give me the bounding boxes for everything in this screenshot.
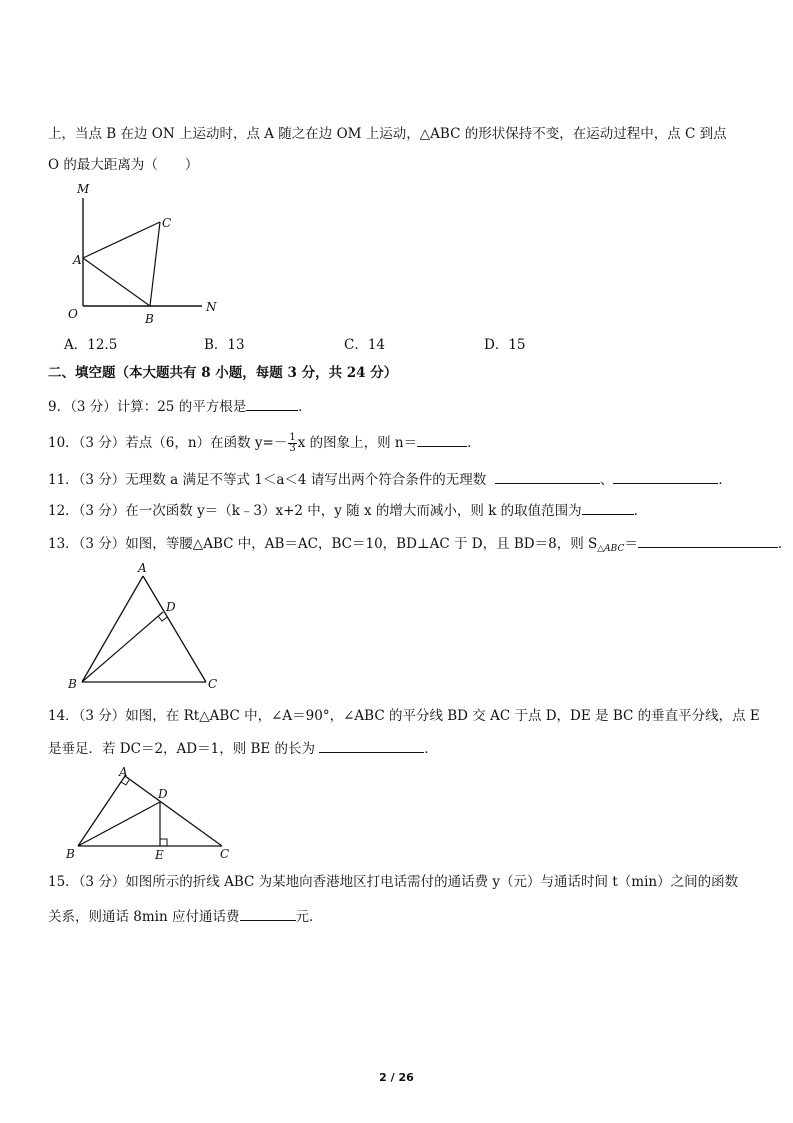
label-a: A (119, 765, 128, 779)
q11-text: 11．（3 分）无理数 a 满足不等式 1＜a＜4 请写出两个符合条件的无理数 (48, 472, 487, 488)
q12 (48, 500, 647, 520)
option-b: B．13 (204, 337, 245, 353)
q8-figure (60, 178, 240, 328)
segment-ac (125, 776, 222, 846)
q14-line1: 14．（3 分）如图，在 Rt△ABC 中，∠A＝90°，∠ABC 的平分线 BD 交 AC 于点 D，DE 是 BC 的垂直平分线，点 E (48, 708, 760, 724)
q10-numerator: 1 (289, 432, 296, 443)
q14-end: ． (424, 741, 438, 757)
label-c: C (208, 677, 218, 691)
q14-line2: 是垂足．若 DC＝2，AD＝1，则 BE 的长为 (48, 741, 316, 757)
q13-eq: ＝ (624, 536, 638, 552)
q8-line1: 上，当点 B 在边 ON 上运动时，点 A 随之在边 OM 上运动，△ABC 的形状保持不变，在运动过程中，点 C 到点 (48, 126, 727, 142)
segment-ab (82, 576, 143, 682)
q11-end: ． (718, 472, 732, 488)
q15-line2-wrap (48, 906, 323, 926)
option-d: D．15 (484, 337, 526, 353)
q10-denominator: 3 (289, 443, 296, 454)
label-b: B (68, 677, 77, 691)
right-angle-mark (158, 616, 167, 621)
q9-blank (246, 396, 298, 411)
q13-text: 13．（3 分）如图，等腰△ABC 中，AB＝AC，BC＝10，BD⊥AC 于 D，且 BD＝8，则 S (48, 536, 598, 552)
q13-end: ． (777, 536, 792, 552)
label-c: C (162, 216, 172, 230)
label-b: B (66, 847, 75, 861)
q11-blank-2 (613, 469, 718, 484)
q9-end: ． (298, 399, 312, 415)
q15-blank (240, 906, 296, 921)
q11-blank-1 (495, 469, 600, 484)
label-o: O (68, 307, 78, 321)
q14-blank (319, 738, 424, 753)
label-e: E (155, 848, 164, 862)
q10-post: x 的图象上，则 n＝ (297, 435, 418, 451)
q14-figure (60, 766, 245, 866)
option-c: C．14 (344, 337, 386, 353)
label-n: N (206, 300, 217, 314)
q15-line1: 15．（3 分）如图所示的折线 ABC 为某地向香港地区打电话需付的通话费 y（元）与通话时间 t（min）之间的函数 (48, 874, 739, 890)
q13-subscript: △ABC (597, 544, 625, 554)
q12-text: 12．（3 分）在一次函数 y＝（k﹣3）x+2 中，y 随 x 的增大而减小，则 k 的取值范围为 (48, 503, 582, 519)
q14-line2-wrap (48, 738, 438, 758)
label-a: A (73, 253, 82, 267)
right-angle-mark-e (160, 839, 167, 846)
segment-bd (78, 802, 160, 846)
label-d: D (166, 600, 176, 614)
q15-line2: 关系，则通话 8min 应付通话费 (48, 909, 240, 925)
q8-line2: O 的最大距离为（ ） (48, 157, 199, 173)
q13-blank (638, 533, 778, 548)
segment-bd (82, 612, 163, 682)
label-a: A (138, 561, 147, 575)
q11 (48, 469, 732, 489)
q10-fraction (288, 433, 296, 454)
q15-end: 元． (295, 909, 323, 925)
q9 (48, 396, 312, 416)
q8-options (64, 333, 664, 351)
option-a: A．12.5 (64, 337, 118, 353)
q12-end: ． (633, 503, 648, 519)
label-b: B (145, 312, 154, 326)
segment-ab (83, 258, 150, 306)
segment-cb (150, 222, 160, 306)
q10-end: ． (467, 435, 481, 451)
q12-blank (582, 500, 634, 515)
q13 (48, 533, 791, 558)
q13-figure (60, 560, 230, 695)
segment-ac (83, 222, 160, 258)
page-number: 2 / 26 (379, 1071, 414, 1084)
q9-text: 9．（3 分）计算：25 的平方根是 (48, 399, 247, 415)
segment-ab (78, 776, 125, 846)
q10-pre: 10．（3 分）若点（6，n）在函数 y=－ (48, 435, 288, 451)
label-m: M (77, 182, 90, 196)
segment-ac (143, 576, 206, 682)
section-heading: 二、填空题（本大题共有 8 小题，每题 3 分，共 24 分） (48, 365, 398, 381)
q11-sep: 、 (599, 472, 614, 488)
label-c: C (220, 847, 230, 861)
label-d: D (158, 787, 168, 801)
q10 (48, 432, 481, 454)
q10-blank (417, 432, 467, 447)
